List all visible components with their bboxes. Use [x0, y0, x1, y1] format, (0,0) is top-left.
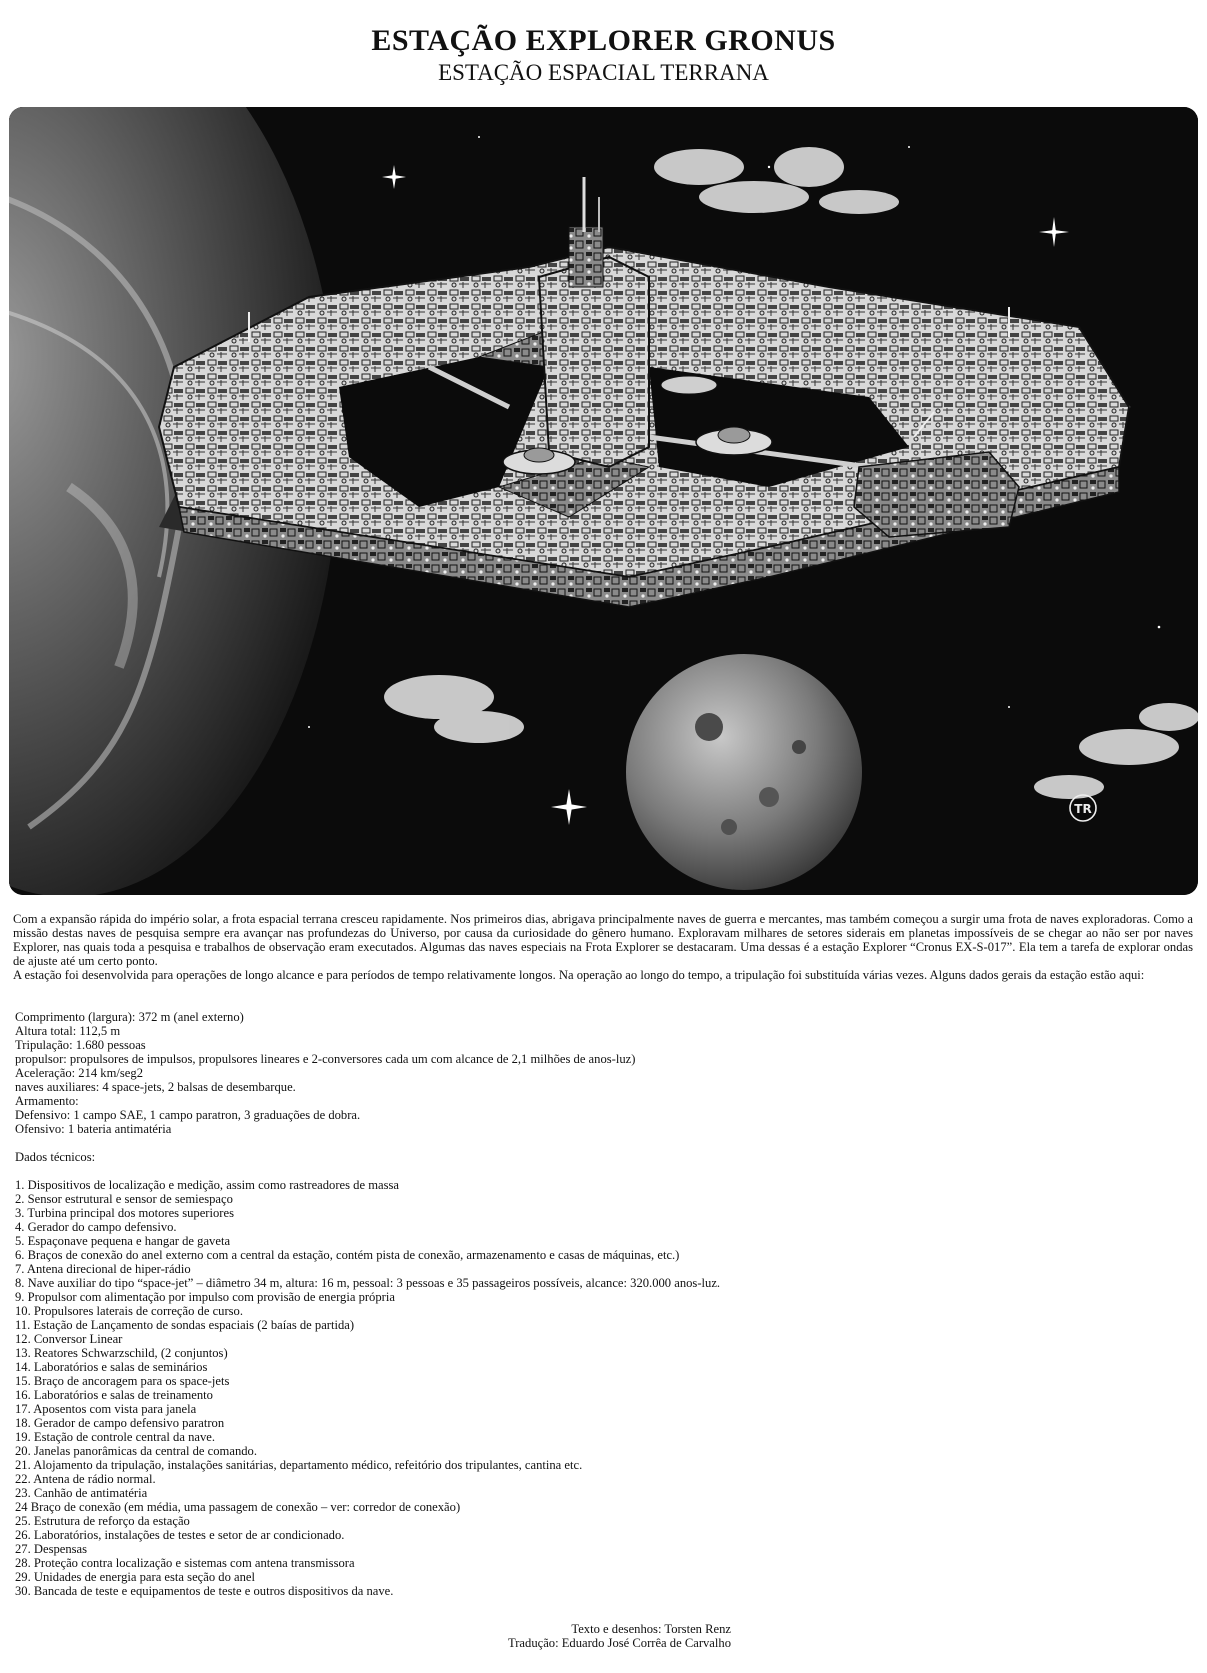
list-item: 10. Propulsores laterais de correção de curso. — [15, 1304, 244, 1318]
spec-line: Ofensivo: 1 bateria antimatéria — [15, 1122, 172, 1136]
list-item: 14. Laboratórios e salas de seminários — [15, 1360, 208, 1374]
list-item: 30. Bancada de teste e equipamentos de teste e outros dispositivos da nave. — [15, 1584, 394, 1598]
list-item: 24 Braço de conexão (em média, uma passagem de conexão – ver: corredor de conexão) — [15, 1500, 461, 1514]
list-item: 20. Janelas panorâmicas da central de comando. — [15, 1444, 257, 1458]
list-item: 16. Laboratórios e salas de treinamento — [15, 1388, 213, 1402]
list-item: 9. Propulsor com alimentação por impulso com provisão de energia própria — [15, 1290, 395, 1304]
credits — [508, 1622, 731, 1650]
list-item: 8. Nave auxiliar do tipo “space-jet” – diâmetro 34 m, altura: 16 m, pessoal: 3 pessoas e 35 passageiros possíveis, alcance: 320.000 anos-luz. — [15, 1276, 721, 1290]
list-item: 22. Antena de rádio normal. — [15, 1472, 156, 1486]
tech-data-list — [15, 1178, 720, 1598]
list-item: 2. Sensor estrutural e sensor de semiespaço — [15, 1192, 233, 1206]
spec-line: Comprimento (largura): 372 m (anel externo) — [15, 1010, 244, 1024]
list-item: 1. Dispositivos de localização e medição, assim como rastreadores de massa — [15, 1178, 399, 1192]
intro-paragraph: A estação foi desenvolvida para operações de longo alcance e para períodos de tempo relativamente longos. Na operação ao longo do tempo, a tripulação foi substituída várias vezes. Alguns dados gerais da estação estão aqui: — [13, 968, 1145, 982]
list-item: 4. Gerador do campo defensivo. — [15, 1220, 177, 1234]
list-item: 13. Reatores Schwarzschild, (2 conjuntos) — [15, 1346, 228, 1360]
spec-line: Armamento: — [15, 1094, 79, 1108]
list-item: 18. Gerador de campo defensivo paratron — [15, 1416, 225, 1430]
svg-text:TR: TR — [1074, 802, 1092, 816]
list-item: 21. Alojamento da tripulação, instalações sanitárias, departamento médico, refeitório dos tripulantes, cantina etc. — [15, 1458, 583, 1472]
list-item: 17. Aposentos com vista para janela — [15, 1402, 197, 1416]
moon — [626, 654, 862, 890]
intro-text — [13, 912, 1193, 982]
page-title: ESTAÇÃO EXPLORER GRONUS — [371, 24, 836, 57]
spec-line: naves auxiliares: 4 space-jets, 2 balsas de desembarque. — [15, 1080, 296, 1094]
tech-data-heading: Dados técnicos: — [15, 1150, 96, 1164]
spec-line: propulsor: propulsores de impulsos, propulsores lineares e 2-conversores cada um com alcance de 2,1 milhões de anos-luz) — [15, 1052, 636, 1066]
general-specs — [15, 1010, 1195, 1136]
list-item: 15. Braço de ancoragem para os space-jets — [15, 1374, 230, 1388]
spec-line: Defensivo: 1 campo SAE, 1 campo paratron, 3 graduações de dobra. — [15, 1108, 361, 1122]
spec-line: Aceleração: 214 km/seg2 — [15, 1066, 143, 1080]
intro-paragraph: Com a expansão rápida do império solar, a frota espacial terrana cresceu rapidamente. Nos primeiros dias, abrigava principalmente naves de guerra e mercantes, mas também começou a surgir uma frota de naves exploradoras. Como a missão destas naves de pesquisa sempre era avançar nas profundezas do Universo, por causa da curiosidade do gênero humano. Exploravam milhares de setores siderais em planetas impossíveis de se chegar ao não ser por naves Explorer, nas quais toda a pesquisa e trabalhos de observação eram executados. Algumas das naves especiais na Frota Explorer se destacaram. Uma dessas é a estação Explorer “Cronus EX-S-017”. Ela tem a tarefa de explorar ondas de ajuste até um certo ponto. — [13, 912, 1193, 968]
translation-credit: Tradução: Eduardo José Corrêa de Carvalho — [507, 1636, 731, 1650]
list-item: 6. Braços de conexão do anel externo com a central da estação, contém pista de conexão, armazenamento e casas de máquinas, etc.) — [15, 1248, 680, 1262]
list-item: 3. Turbina principal dos motores superiores — [15, 1206, 234, 1220]
list-item: 27. Despensas — [15, 1542, 88, 1556]
page-subtitle: ESTAÇÃO ESPACIAL TERRANA — [438, 60, 769, 85]
list-item: 28. Proteção contra localização e sistemas com antena transmissora — [15, 1556, 355, 1570]
list-item: 26. Laboratórios, instalações de testes e setor de ar condicionado. — [15, 1528, 345, 1542]
list-item: 11. Estação de Lançamento de sondas espaciais (2 baías de partida) — [15, 1318, 355, 1332]
list-item: 5. Espaçonave pequena e hangar de gaveta — [15, 1234, 231, 1248]
list-item: 23. Canhão de antimatéria — [15, 1486, 148, 1500]
spec-line: Tripulação: 1.680 pessoas — [15, 1038, 146, 1052]
list-item: 19. Estação de controle central da nave. — [15, 1430, 216, 1444]
author-credit: Texto e desenhos: Torsten Renz — [571, 1622, 731, 1636]
list-item: 25. Estrutura de reforço da estação — [15, 1514, 190, 1528]
list-item: 7. Antena direcional de hiper-rádio — [15, 1262, 191, 1276]
station-illustration — [9, 107, 1198, 895]
list-item: 12. Conversor Linear — [15, 1332, 123, 1346]
spec-line: Altura total: 112,5 m — [15, 1024, 121, 1038]
list-item: 29. Unidades de energia para esta seção do anel — [15, 1570, 255, 1584]
